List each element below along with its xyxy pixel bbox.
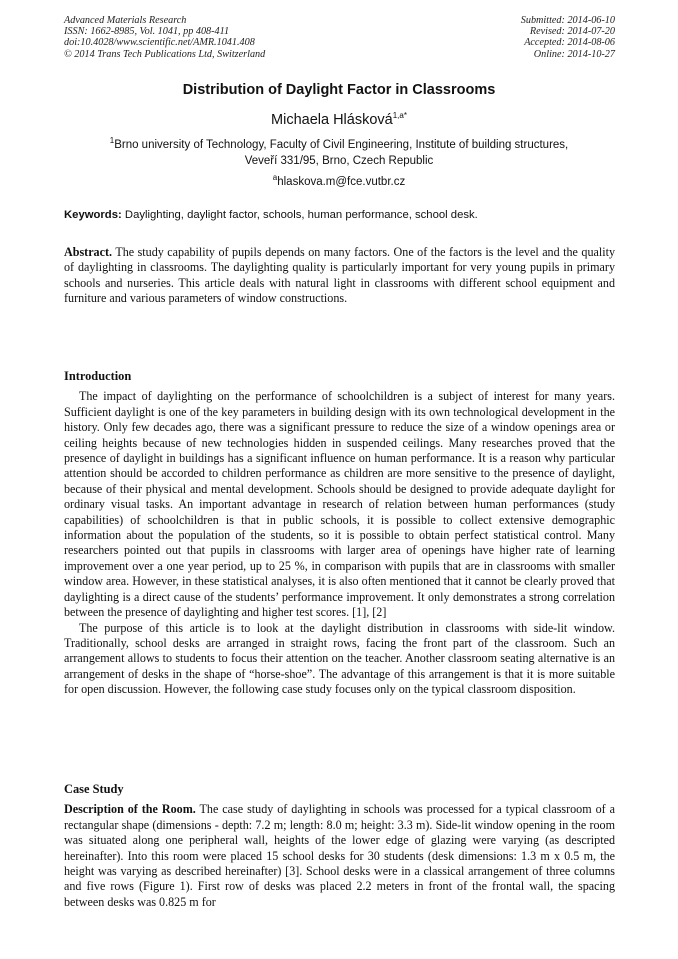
affiliation-mark: 1 [109,136,115,146]
case-study-text: The case study of daylighting in schools was processed for a typical classroom of a rectangular shape (dimensions - depth: 7.2 m; length: 8.0 m; height: 3.3 m). Side-lit window opening in the room was situated along one peripheral wall, heights of the lower edge of glazing were varying (as descripted hereinafter). Into this room were placed 15 school desks for 30 students (desk dimensions: 1.3 m x 0.5 m, the height was varying as described hereinafter) [3]. School desks were in a classical arrangement of three columns and five rows (Figure 1). First row of desks was placed 2.2 meters in front of the frontal wall, the spacing between desks was 0.825 m for [64,802,615,909]
keywords-text: Daylighting, daylight factor, schools, human performance, school desk. [124,209,478,221]
introduction-paragraph-2: The purpose of this article is to look at the daylight distribution in classrooms with side-lit window. Traditionally, school desks are arranged in straight rows, facing the front part of the classroom. Such an arrangement allows to students to focus their attention on the teacher. Another classroom seating alternative is an arrangement of desks in the shape of “horse-shoe”. The advantage of this arrangement is that it is more suitable for open discussion. However, the following case study focuses only on the typical classroom disposition. [64,620,615,697]
email-mark: a [272,173,278,183]
journal-name: Advanced Materials Research [64,15,187,26]
affiliation [0,137,678,169]
abstract-text: The study capability of pupils depends on many factors. One of the factors is the level and the quality of daylighting in classrooms. The daylighting quality is particularly important for very young pupils in primary schools and nurseries. This article deals with natural light in classrooms with different school equipment and furniture and various parameters of window constructions. [64,245,615,306]
doi-line: doi:10.4028/www.scientific.net/AMR.1041.408 [64,37,255,49]
affiliation-line-2: Veveří 331/95, Brno, Czech Republic [244,155,434,167]
submission-dates [521,15,615,60]
submitted-date: Submitted: 2014-06-10 [520,15,615,26]
accepted-date: Accepted: 2014-08-06 [524,37,615,49]
abstract-label: Abstract. [64,245,113,259]
publication-info [64,15,265,60]
online-date: Online: 2014-10-27 [533,48,615,60]
paper-title: Distribution of Daylight Factor in Classrooms [182,82,496,98]
abstract [64,245,615,307]
case-study-section [64,782,615,910]
case-study-heading: Case Study [64,782,124,796]
case-study-lead: Description of the Room. [64,802,196,817]
email-address: hlaskova.m@fce.vutbr.cz [277,176,406,188]
keywords-label: Keywords: [64,209,122,221]
copyright-line: © 2014 Trans Tech Publications Ltd, Switzerland [64,48,266,60]
introduction-paragraph-1: The impact of daylighting on the performance of schoolchildren is a subject of interest for many years. Sufficient daylight is one of the key parameters in building design with its own technological development in the history. Only few decades ago, there was a significant pressure to reduce the size of a window openings area or ceiling heights because of new technologies hidden in suspended ceilings. Many researches proved that the presence of daylight in buildings has a significant influence on human performance. It is a reason why particular attention should be accorded to children performance as children are more sensitive to the presence of daylight, because of their physical and mental development. Schools should be designed to provide adequate daylight for ordinary visual tasks. An important advantage in research of relation between human performances (study capabilities) of schoolchildren is that in public schools, it is possible to collect extensive demographic information about the population of the students, so it is possible to obtain perfect statistical control. Many researchers pointed out that pupils in classrooms with larger area of openings have higher rate of learning improvement over a one year period, up to 25 %, in comparison with pupils that are in classrooms with smaller window area. However, in these statistical analyses, it is also often mentioned that it cannot be clearly proved that daylighting is a direct cause of the students’ performance improvement. It only demonstrates a strong correlation between the presence of daylighting and higher test scores. [1], [2] [64,389,615,620]
author-name: Michaela Hlásková [271,112,393,128]
revised-date: Revised: 2014-07-20 [529,26,615,38]
introduction-heading: Introduction [64,369,132,383]
author-marks: 1,a* [392,111,407,121]
affiliation-line-1: $^1$Brno university of Technology, Faculty of Civil Engineering, Institute of building structures, [109,136,569,151]
keywords [64,209,624,221]
author-email [0,173,678,188]
case-study-paragraph [64,802,615,910]
introduction-section [64,369,615,698]
issn-line: ISSN: 1662-8985, Vol. 1041, pp 408-411 [64,26,230,38]
author-line [0,112,678,128]
